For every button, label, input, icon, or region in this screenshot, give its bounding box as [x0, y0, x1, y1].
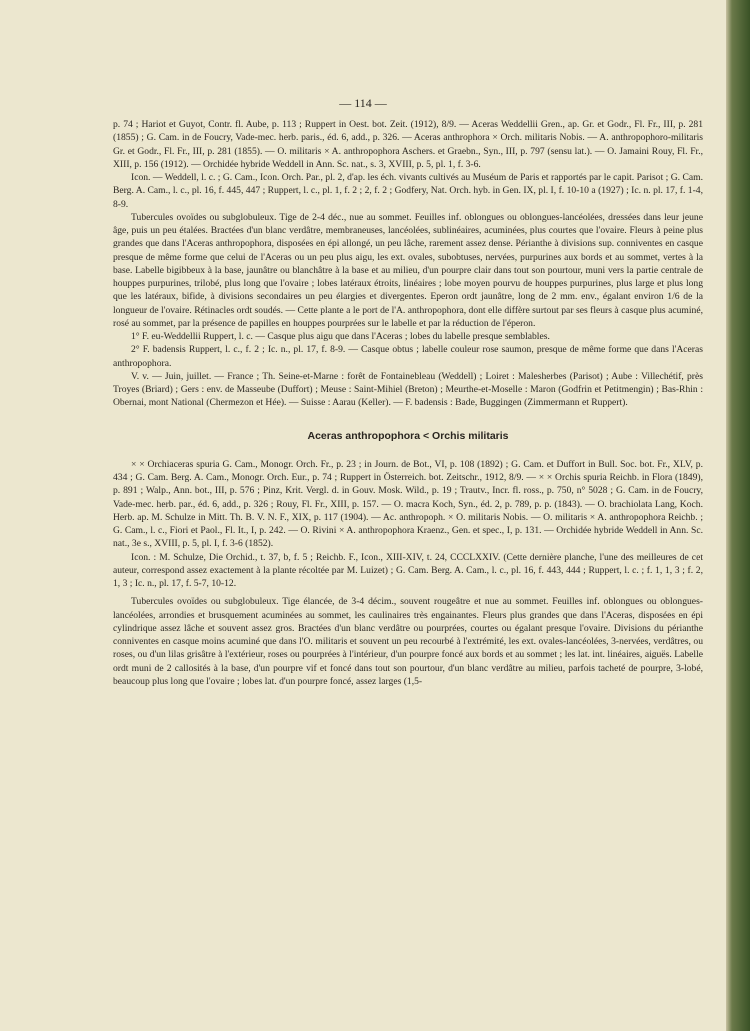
distribution-paragraph: V. v. — Juin, juillet. — France ; Th. Seine-et-Marne : forêt de Fontainebleau (Weddell) ; Loiret : Malesherbes (Parisot) ; Aube : Villechétif, près Troyes (Briard) ; Gers : env. de Masseube (Duffort) ; Meuse : Saint-Mihiel (Breton) ; Meurthe-et-Moselle : Maron (Godfrin et Petitmengin) ; Bas-Rhin : Obernai, mont National (Chermezon et Hée). — Suisse : Aarau (Keller). — F. badensis : Bade, Buggingen (Zimmermann et Ruppert).: [113, 370, 703, 409]
page-number: — 114 —: [339, 96, 387, 110]
description-paragraph-2: Tubercules ovoïdes ou subglobuleux. Tige élancée, de 3-4 décim., souvent rougeâtre et nue au sommet. Feuilles inf. oblongues ou oblongues-lancéolées, arrondies et brusquement acuminées au sommet, les caulinaires très engainantes. Fleurs plus grandes que dans l'Aceras, disposées en épi cylindrique assez lâche et souvent assez gros. Bractées d'un blanc verdâtre ou pourprées, courtes ou égalant presque l'ovaire. Divisions du périanthe conniventes en casque moins acuminé que dans l'O. militaris et souvent un peu recourbé à l'extrémité, les ext. ovales-lancéolées, 3-nervées, verdâtres, ou roses, ou d'un lilas grisâtre à l'extérieur, roses ou pourprées à l'intérieur, d'un pourpre foncé aux bords et au sommet ; les lat. int. linéaires, aiguës. Labelle ordt muni de 2 callosités à la base, d'un pourpre vif et foncé dans tout son pourtour, d'un blanc verdâtre au milieu, parfois tacheté de pourpre, 3-lobé, beaucoup plus long que l'ovaire ; lobes lat. d'un pourpre foncé, assez larges (1,5-: [113, 596, 703, 687]
book-binding-edge: [726, 0, 750, 1031]
synonymy-paragraph-2: × × Orchiaceras spuria G. Cam., Monogr. Orch. Fr., p. 23 ; in Journ. de Bot., VI, p. 108 (1892) ; G. Cam. et Duffort in Bull. Soc. bot. Fr., XLV, p. 434 ; G. Cam. Berg. A. Cam., Monogr. Orch. Eur., p. 74 ; Ruppert in Österreich. bot. Zeitschr., 1912, 8/9. — × × Orchis spuria Reichb. in Flora (1849), p. 891 ; Walp., Ann. bot., III, p. 576 ; Pinz, Krit. Vergl. d. in Gouv. Mosk. Wild., p. 19 ; Trautv., Incr. fl. ross., p. 750, n° 5028 ; G. Cam. in de Foucry, Vade-mec. herb. par., éd. 6, add., p. 326 ; Rouy, Fl. Fr., XIII, p. 157. — O. macra Koch, Syn., éd. 2, p. 789, p. p. (1843). — O. brachiolata Lang, Koch. Herb. ap. M. Schulze in Mitt. Th. B. V. N. F., XIX, p. 117 (1904). — Ac. anthropoph. × O. militaris Nobis. — O. militaris × A. anthropophora Reichb. ; G. Cam., l. c., Fiori et Paol., Fl. It., I, p. 242. — O. Rivini × A. anthropophora Kraenz., Gen. et spec., I, p. 131. — Orchidée hybride Weddell in Ann. Sc. nat., 3e s., XVIII, p. 5, pl. I, f. 3-6 (1852).: [113, 458, 703, 550]
page-text: [113, 118, 703, 688]
form-badensis: 2° F. badensis Ruppert, l. c., f. 2 ; Ic. n., pl. 17, f. 8-9. — Casque obtus ; labelle couleur rose saumon, presque de même forme que dans l'Aceras anthropophora.: [113, 344, 703, 369]
synonymy-paragraph: p. 74 ; Hariot et Guyot, Contr. fl. Aube, p. 113 ; Ruppert in Oest. bot. Zeit. (1912), 8/9. — Aceras Weddellii Gren., ap. Gr. et Godr., Fl. Fr., III, p. 281 (1855) ; G. Cam. in de Foucry, Vade-mec. herb. paris., éd. 6, add., p. 326. — Aceras anthrophora × Orch. militaris Nobis. — A. anthropophoro-militaris Gr. et Godr., Fl. Fr., III, p. 281 (1855). — O. militaris × A. anthropophora Aschers. et Graebn., Syn., III, p. 797 (sensu lat.). — O. Jamaini Rouy, Fl. Fr., XIII, p. 156 (1912). — Orchidée hybride Weddell in Ann. Sc. nat., s. 3, XVIII, p. 5, pl. 1, f. 3-6.: [113, 119, 703, 170]
section-title: Aceras anthropophora < Orchis militaris: [307, 429, 509, 442]
description-paragraph: Tubercules ovoïdes ou subglobuleux. Tige de 2-4 déc., nue au sommet. Feuilles inf. oblongues ou oblongues-lancéolées, dressées dans leur jeune âge, puis un peu étalées. Bractées d'un blanc verdâtre, membraneuses, lancéolées, sublinéaires, acuminées, plus courtes que l'ovaire. Fleurs à peine plus grandes que dans l'Aceras anthropophora, disposées en épi allongé, un peu lâche, rarement assez dense. Périanthe à divisions sup. conniventes en casque presque de même forme que celui de l'Aceras ou un peu plus aigu, les ext. ovales, subobtuses, nervées, purpurines aux bords et au sommet, vertes à la base. Labelle bigibbeux à la base, jaunâtre ou blanchâtre à la base et au milieu, d'un pourpre clair dans tout son pourtour, muni vers la partie centrale de houppes purpurines, trilobé, plus long que l'ovaire ; lobes latéraux étroits, linéaires ; lobe moyen pourvu de houppes purpurines, plus large et plus long que les latéraux, bifide, à divisions secondaires un peu élargies et divergentes. Eperon ordt jaunâtre, long de 2 mm. env., égalant environ 1/6 de la longueur de l'ovaire. Rétinacles ordt soudés. — Cette plante a le port de l'A. anthropophora, dont elle diffère surtout par ses fleurs à casque plus acuminé, rosé au sommet, par la présence de papilles en houppes pourprées sur le labelle et par la réduction de l'éperon.: [113, 211, 703, 329]
icon-paragraph-2: Icon. : M. Schulze, Die Orchid., t. 37, b, f. 5 ; Reichb. F., Icon., XIII-XIV, t. 24, CCCLXXIV. (Cette dernière planche, l'une des meilleures de cet auteur, correspond assez exactement à la plante récoltée par M. Luizet) ; G. Cam. Berg. A. Cam., l. c., pl. 16, f. 443, 444 ; Ruppert, l. c. ; f. 1, 1, 3 ; f. 2, 1, 3 ; Ic. n., pl. 17, f. 5-7, 10-12.: [113, 551, 703, 589]
icon-paragraph: Icon. — Weddell, l. c. ; G. Cam., Icon. Orch. Par., pl. 2, d'ap. les éch. vivants cultivés au Muséum de Paris et rapportés par le capit. Parisot ; G. Cam. Berg. A. Cam., l. c., pl. 16, f. 445, 447 ; Ruppert, l. c., pl. 1, f. 2 ; 2, f. 2 ; Godfery, Nat. Orch. hyb. in Gen. IX, pl. I, f. 10-10 a (1927) ; Ic. n. pl. 17, f. 1-4, 8-9.: [113, 172, 703, 210]
form-eu-weddellii: 1° F. eu-Weddellii Ruppert, l. c. — Casque plus aigu que dans l'Aceras ; lobes du labelle presque semblables.: [131, 331, 550, 342]
